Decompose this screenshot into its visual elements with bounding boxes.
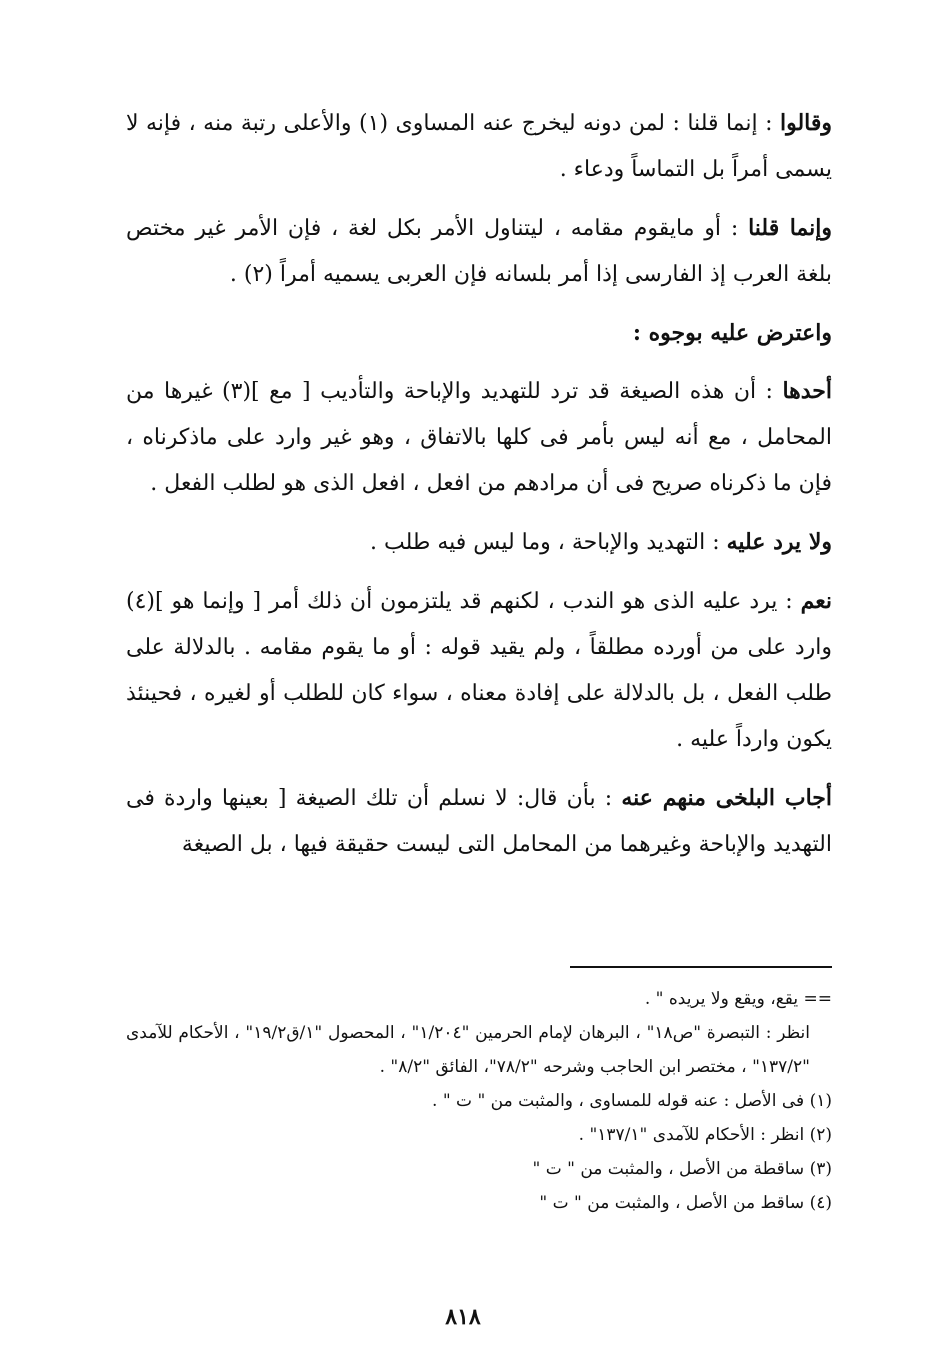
main-text [126, 100, 832, 880]
footnote-4: (٤) ساقط من الأصل ، والمثبت من " ت " [539, 1193, 832, 1213]
paragraph-lead: واعترض عليه بوجوه : [632, 320, 832, 346]
footnote-continuation: == يقع، ويقع ولا يريده " . [644, 989, 832, 1009]
paragraph-lead: أحدها [782, 378, 833, 404]
page-number: ٨١٨ [445, 1304, 481, 1330]
paragraph-body: : التهديد والإباحة ، وما ليس فيه طلب . [369, 530, 727, 555]
paragraph-2 [126, 205, 832, 298]
paragraph-lead: وقالوا [779, 110, 833, 136]
footnote-3: (٣) ساقطة من الأصل ، والمثبت من " ت " [532, 1159, 832, 1179]
paragraph-lead: ولا يرد عليه [726, 529, 832, 555]
paragraph-4 [126, 519, 832, 566]
paragraph-1 [126, 100, 832, 193]
paragraph-lead: نعم [800, 588, 832, 614]
paragraph-body: : أو مايقوم مقامه ، ليتناول الأمر بكل لغة ، فإن الأمر غير مختص بلغة العرب إذ الفارسى إذا أمر بلسانه فإن العربى يسميه أمراً (٢) . [126, 216, 832, 287]
paragraph-lead: أجاب البلخى منهم عنه [621, 785, 832, 811]
paragraph-body: : بأن قال: لا نسلم أن تلك الصيغة [ بعينها واردة فى التهديد والإباحة وغيرهما من المحامل التى ليست حقيقة فيها ، بل الصيغة [126, 786, 832, 857]
paragraph-body: : أن هذه الصيغة قد ترد للتهديد والإباحة والتأديب [ مع ](٣) غيرها من المحامل ، مع أنه ليس بأمر فى كلها بالاتفاق ، وهو غير وارد على ماذكرناه ، فإن ما ذكرناه صريح فى أن مرادهم من افعل ، افعل الذى هو لطلب الفعل . [126, 379, 832, 496]
footnotes [126, 982, 832, 1220]
paragraph-6 [126, 775, 832, 868]
footnote-2: (٢) انظر : الأحكام للآمدى "١٣٧/١" . [578, 1125, 832, 1145]
section-heading [126, 310, 832, 356]
paragraph-body: : إنما قلنا : لمن دونه ليخرج عنه المساوى (١) والأعلى رتبة منه ، فإنه لا يسمى أمراً بل التماساً ودعاء . [126, 111, 832, 182]
paragraph-3 [126, 368, 832, 507]
footnote-reference: انظر : التبصرة "ص١٨" ، البرهان لإمام الحرمين "١/٢٠٤" ، المحصول "١/ق١٩/٢" ، الأحكام للآمدى "١٣٧/٢" ، مختصر ابن الحاجب وشرحه "٧٨/٢"، الفائق "٨/٢" . [126, 1023, 810, 1077]
paragraph-body: : يرد عليه الذى هو الندب ، لكنهم قد يلتزمون أن ذلك أمر [ وإنما هو ](٤) وارد على من أورده مطلقاً ، ولم يقيد قوله : أو ما يقوم مقامه . بالدلالة على طلب الفعل ، بل بالدلالة على إفادة معناه ، سواء كان للطلب أو لغيره ، فحينئذ يكون وارداً عليه . [126, 589, 832, 752]
paragraph-lead: وإنما قلنا [748, 215, 832, 241]
paragraph-5 [126, 578, 832, 763]
footnote-1: (١) فى الأصل : عنه قوله للمساوى ، والمثبت من " ت " . [432, 1091, 832, 1111]
footnote-divider [570, 966, 832, 968]
